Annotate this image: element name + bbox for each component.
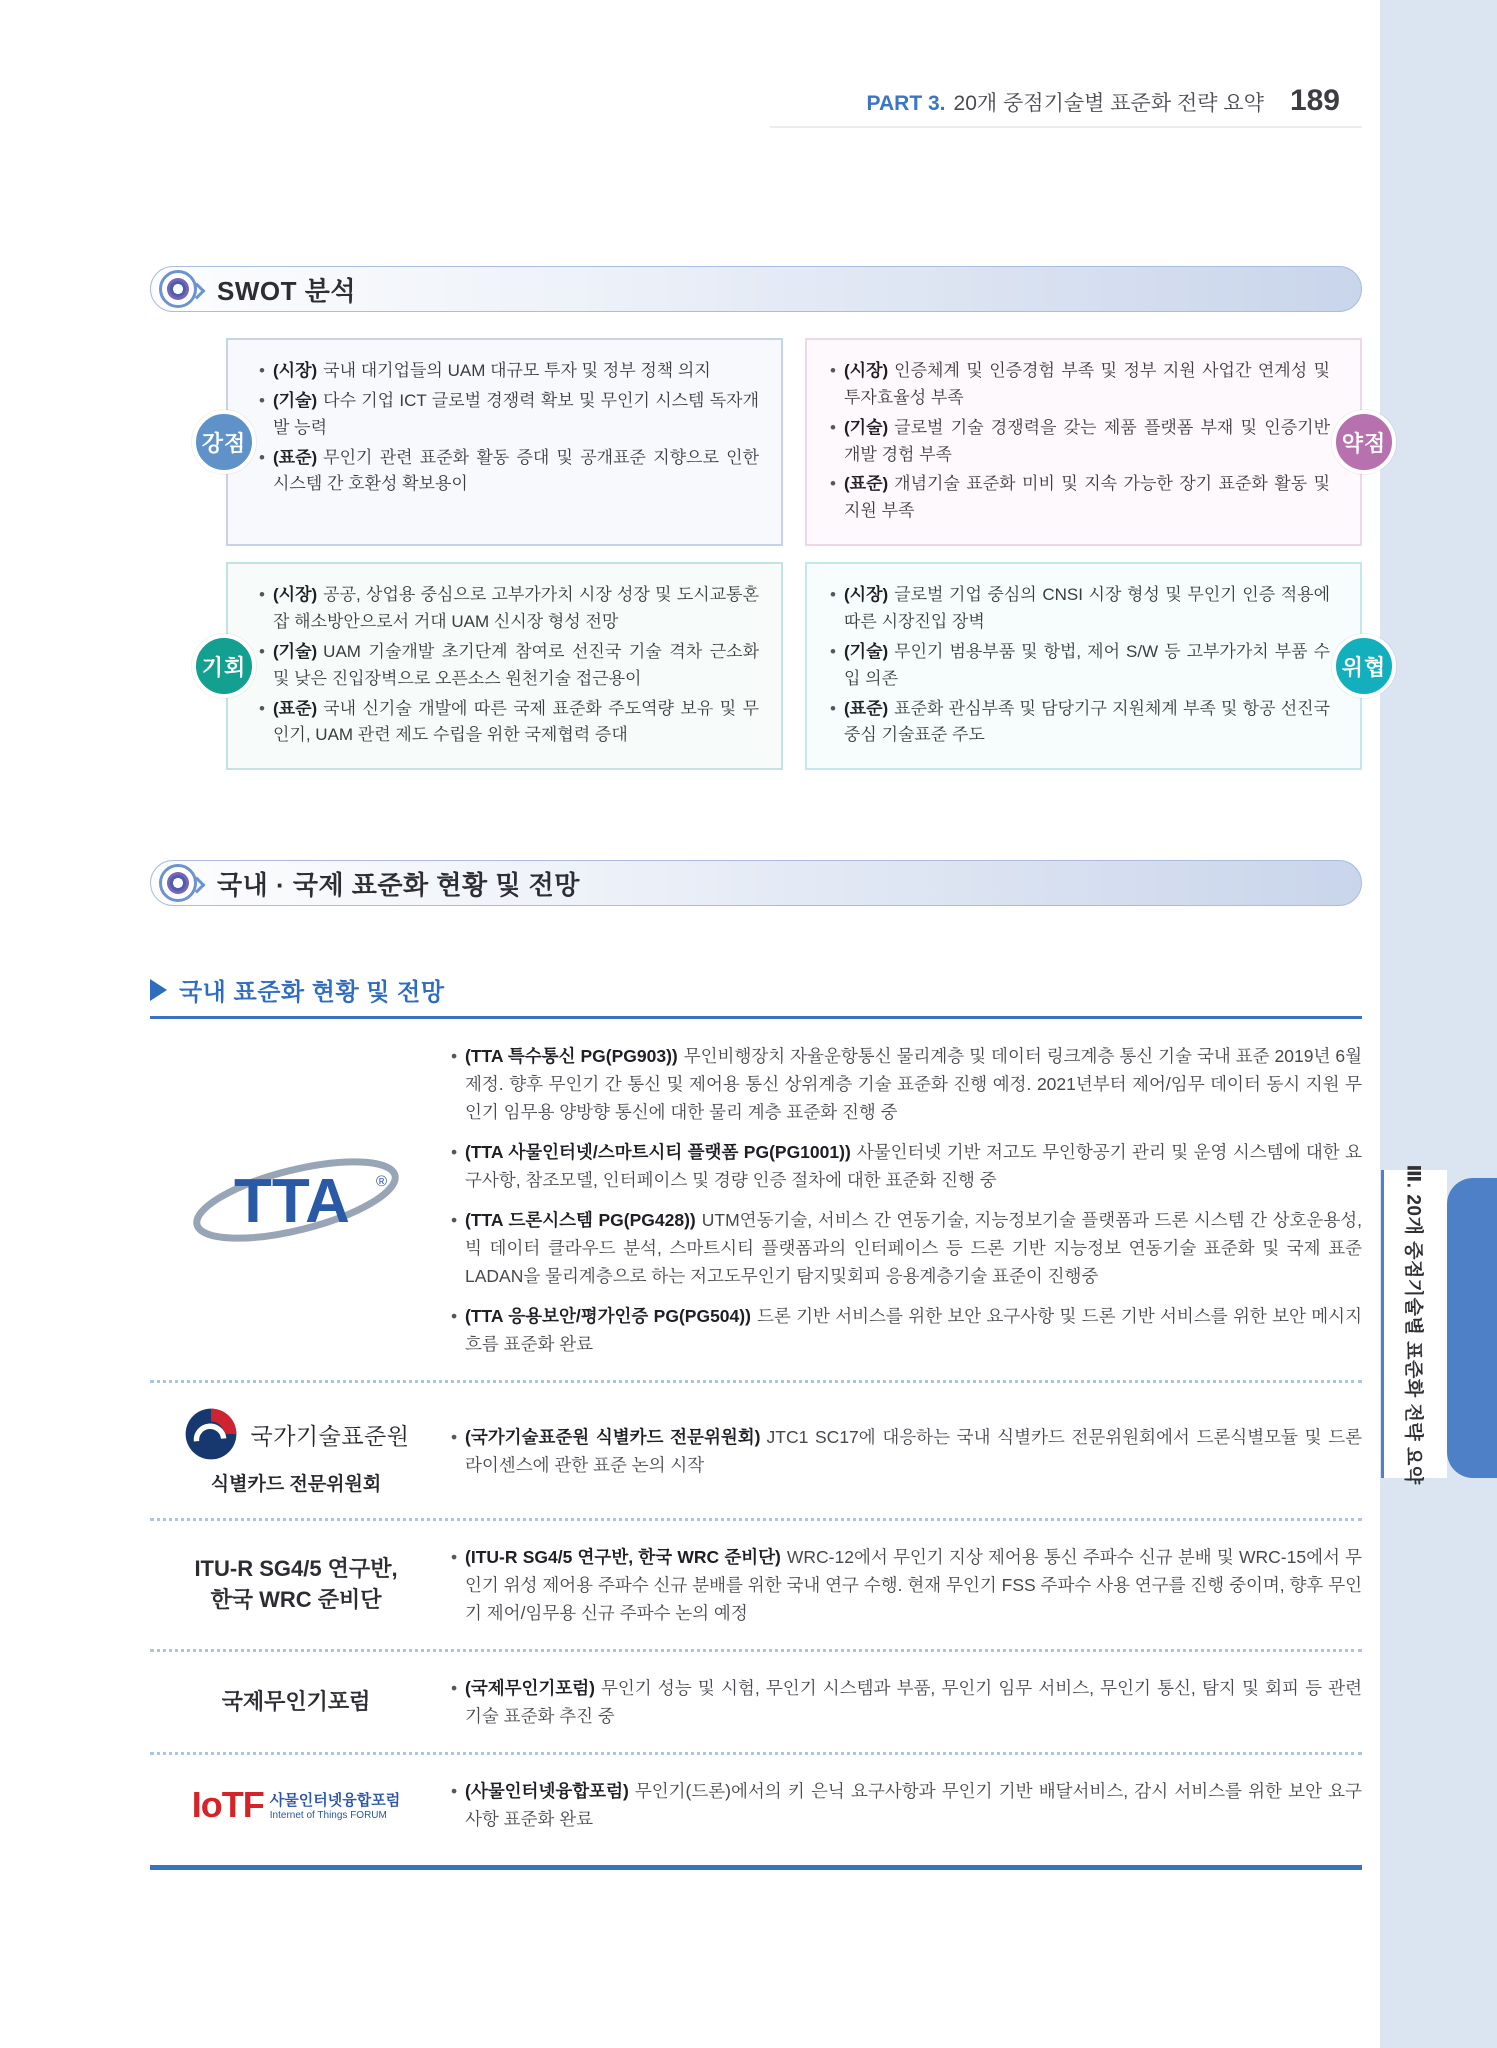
tta-logo-graphic: [188, 1148, 404, 1252]
itur-bullets: [442, 1543, 1362, 1627]
iotf-logo-text-column: [270, 1789, 400, 1821]
swot-threat-box: [805, 562, 1387, 770]
section-bullet-icon: [159, 270, 197, 308]
tta-bullets: [442, 1042, 1362, 1358]
org-row-uav-forum: [150, 1652, 1362, 1752]
part-label: PART 3.: [866, 92, 946, 115]
page-number: 189: [1289, 84, 1340, 117]
opportunity-badge: 기회: [192, 634, 256, 698]
iotf-english-name: Internet of Things FORUM: [269, 1810, 387, 1821]
header-rule: [770, 126, 1362, 128]
swot-opportunity-box: [201, 562, 783, 770]
swot-item: • (표준) 표준화 관심부족 및 담당기구 지원체계 부족 및 항공 선진국 중심 기술표준 주도: [829, 696, 1330, 750]
chapter-tab: [1447, 1178, 1497, 1478]
swot-grid: [201, 338, 1387, 770]
swot-item: • (표준) 개념기술 표준화 미비 및 지속 가능한 장기 표준화 활동 및 지원 부족: [829, 471, 1330, 525]
itur-title-line2: 한국 WRC 준비단: [210, 1587, 382, 1612]
swot-strength-box: [201, 338, 783, 546]
kats-bullets: [442, 1423, 1362, 1479]
swot-section-title: SWOT 분석: [217, 275, 356, 306]
org-table: [150, 1034, 1362, 1870]
swot-item: • (기술) 다수 기업 ICT 글로벌 경쟁력 확보 및 무인기 시스템 독자개발 능력: [258, 388, 759, 442]
iotf-logo: [150, 1784, 442, 1826]
swot-weakness-box: [805, 338, 1387, 546]
swot-section-banner: [150, 266, 1362, 312]
chapter-tab-label-box: [1381, 1163, 1447, 1485]
section-bullet-core: [167, 278, 189, 300]
org-bullet: • (사물인터넷융합포럼) 무인기(드론)에서의 키 은닉 요구사항과 무인기 기반 배달서비스, 감시 서비스를 위한 보안 요구사항 표준화 완료: [450, 1777, 1362, 1833]
page-header: [867, 84, 1340, 118]
part-title: 20개 중점기술별 표준화 전략 요약: [953, 92, 1264, 115]
standardization-section-banner: [150, 860, 1362, 906]
domestic-subsection-header: [150, 972, 445, 1007]
section-bottom-rule: [150, 1865, 1362, 1870]
swot-item: • (시장) 국내 대기업들의 UAM 대규모 투자 및 정부 정책 의지: [258, 358, 759, 385]
org-row-kats: [150, 1383, 1362, 1518]
itur-title: [150, 1554, 442, 1616]
threat-badge: 위협: [1332, 634, 1396, 698]
iotf-bullets: [442, 1777, 1362, 1833]
itur-title-line1: ITU-R SG4/5 연구반,: [194, 1556, 398, 1582]
swot-item: • (시장) 글로벌 기업 중심의 CNSI 시장 형성 및 무인기 인증 적용에 따른 시장진입 장벽: [829, 582, 1330, 636]
uav-forum-title-line1: 국제무인기포럼: [221, 1688, 371, 1714]
chapter-tab-label: Ⅲ. 20개 중점기술별 표준화 전략 요약: [1403, 1163, 1424, 1485]
swot-item: • (시장) 인증체계 및 인증경험 부족 및 정부 지원 사업간 연계성 및 투자효율성 부족: [829, 358, 1330, 412]
uav-forum-bullets: [442, 1674, 1362, 1730]
org-bullet: • (국가기술표준원 식별카드 전문위원회) JTC1 SC17에 대응하는 국내 식별카드 전문위원회에서 드론식별모듈 및 드론 라이센스에 관한 표준 논의 시작: [450, 1423, 1362, 1479]
org-row-iotf: [150, 1755, 1362, 1855]
subsection-rule: [150, 1016, 1362, 1019]
swot-item: • (기술) 글로벌 기술 경쟁력을 갖는 제품 플랫폼 부재 및 인증기반 개발 경험 부족: [829, 415, 1330, 469]
swot-item: • (기술) UAM 기술개발 초기단계 참여로 선진국 기술 격차 근소화 및 낮은 진입장벽으로 오픈소스 원천기술 접근용이: [258, 639, 759, 693]
swot-item: • (표준) 무인기 관련 표준화 활동 증대 및 공개표준 지향으로 인한 시스템 간 호환성 확보용이: [258, 445, 759, 499]
org-row-tta: [150, 1034, 1362, 1380]
org-bullet: • (ITU-R SG4/5 연구반, 한국 WRC 준비단) WRC-12에서 무인기 지상 제어용 통신 주파수 신규 분배 및 WRC-15에서 무인기 위성 제어용 주파수 신규 분배를 위한 국내 연구 수행. 현재 무인기 FSS 주파수 사용 연구를 진행 중이며, 향후 무인기 제어/임무용 신규 주파수 논의 예정: [450, 1543, 1362, 1627]
org-bullet: • (TTA 드론시스템 PG(PG428)) UTM연동기술, 서비스 간 연동기술, 지능정보기술 플랫폼과 드론 시스템 간 상호운용성,빅 데이터 클라우드 분석, 스마트시티 플랫폼과의 인터페이스 등 드론 기반 지능정보 연동기술 표준화 및 국제 표준 LADAN을 물리계층으로 하는 저고도무인기 탐지및회피 응용계층기술 표준이 진행중: [450, 1206, 1362, 1290]
kats-emblem-icon: [182, 1405, 240, 1463]
org-bullet: • (국제무인기포럼) 무인기 성능 및 시험, 무인기 시스템과 부품, 무인기 임무 서비스, 무인기 통신, 탐지 및 회피 등 관련 기술 표준화 추진 중: [450, 1674, 1362, 1730]
org-bullet: • (TTA 특수통신 PG(PG903)) 무인비행장치 자율운항통신 물리계층 및 데이터 링크계층 통신 기술 국내 표준 2019년 6월 제정. 향후 무인기 간 통신 및 제어용 통신 상위계층 기술 표준화 진행 예정. 2021년부터 제어/임무 데이터 동시 지원 무인기 임무용 양방향 통신에 대한 물리 계층 표준화 진행 중: [450, 1042, 1362, 1126]
iotf-wordmark: IoTF: [191, 1784, 264, 1825]
section-bullet-icon: [159, 864, 197, 902]
kats-logo-top: [182, 1405, 409, 1463]
swot-item: • (표준) 국내 신기술 개발에 따른 국제 표준화 주도역량 보유 및 무인기, UAM 관련 제도 수립을 위한 국제협력 증대: [258, 696, 759, 750]
swot-item: • (기술) 무인기 범용부품 및 항법, 제어 S/W 등 고부가가치 부품 수입 의존: [829, 639, 1330, 693]
org-bullet: • (TTA 응용보안/평가인증 PG(PG504)) 드론 기반 서비스를 위한 보안 요구사항 및 드론 기반 서비스를 위한 보안 메시지 흐름 표준화 완료: [450, 1302, 1362, 1358]
kats-subname: 식별카드 전문위원회: [210, 1474, 382, 1495]
svg-text:TTA: TTA: [234, 1167, 350, 1236]
weakness-badge: 약점: [1332, 410, 1396, 474]
kats-name: 국가기술표준원: [250, 1422, 410, 1449]
domestic-subsection-title: 국내 표준화 현황 및 전망: [179, 979, 445, 1006]
kats-logo: [150, 1405, 442, 1496]
iotf-logo-lockup: [192, 1784, 400, 1826]
iotf-korean-name: 사물인터넷융합포럼: [269, 1792, 401, 1809]
org-row-itur: [150, 1521, 1362, 1649]
uav-forum-title: [150, 1687, 442, 1718]
swot-item: • (시장) 공공, 상업용 중심으로 고부가가치 시장 성장 및 도시교통혼잡 해소방안으로서 거대 UAM 신시장 형성 전망: [258, 582, 759, 636]
side-strip: [1380, 0, 1497, 2048]
tta-logo: [150, 1148, 442, 1252]
section-bullet-core: [167, 872, 189, 894]
org-bullet: • (TTA 사물인터넷/스마트시티 플랫폼 PG(PG1001)) 사물인터넷 기반 저고도 무인항공기 관리 및 운영 시스템에 대한 요구사항, 참조모델, 인터페이스 및 경량 인증 절차에 대한 표준화 진행 중: [450, 1138, 1362, 1194]
triangle-bullet-icon: [150, 979, 167, 1001]
standardization-section-title: 국내 · 국제 표준화 현황 및 전망: [217, 869, 580, 900]
strength-badge: 강점: [192, 410, 256, 474]
svg-text:®: ®: [376, 1173, 388, 1190]
